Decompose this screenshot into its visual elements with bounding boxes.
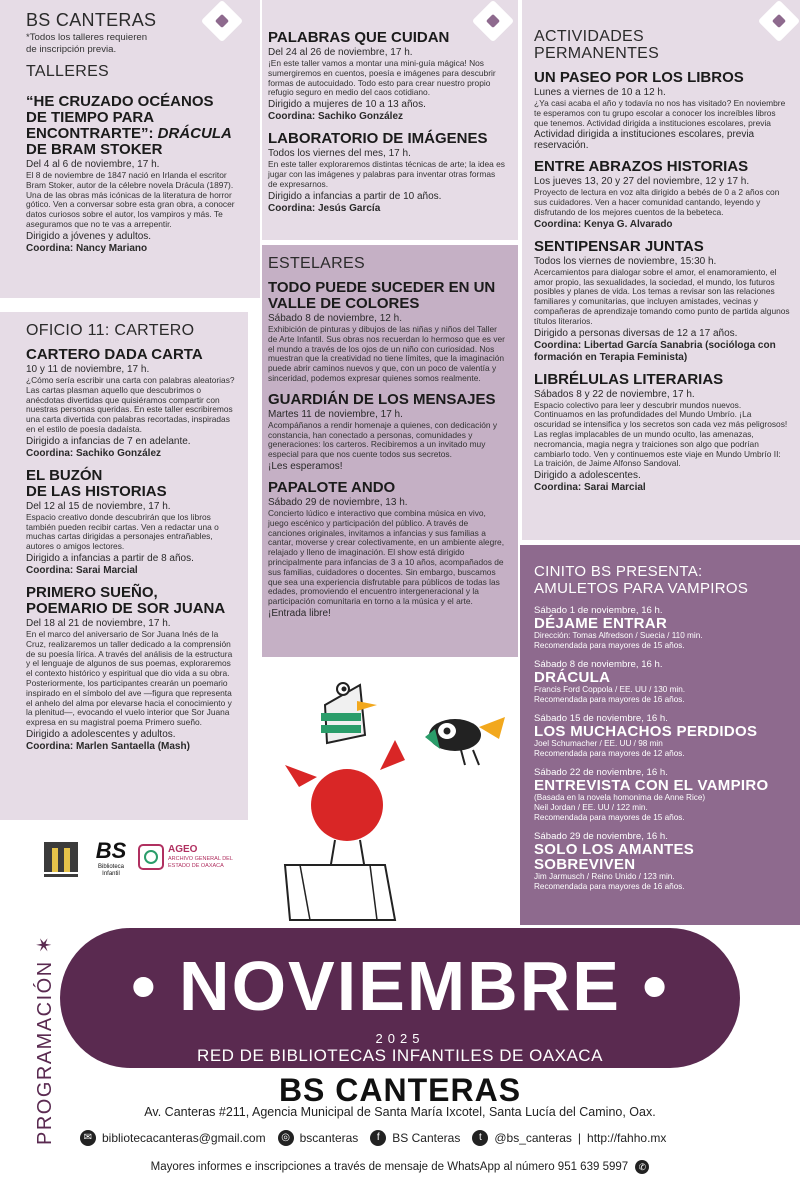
title-line: PRIMERO SUEÑO,	[26, 583, 158, 601]
workshop-audience: Dirigido a adolescentes y adultos.	[26, 728, 176, 740]
heading-line: ACTIVIDADES	[534, 28, 644, 45]
ageo-logo-subtext: ARCHIVO GENERAL DEL ESTADO DE OAXACA	[168, 856, 233, 869]
website-link[interactable]: http://fahho.mx	[587, 1131, 667, 1145]
library-address: Av. Canteras #211, Agencia Municipal de Santa María Ixcotel, Santa Lucía del Camino, Oax.	[144, 1105, 656, 1119]
movie-title: DÉJAME ENTRAR	[534, 615, 668, 632]
mid-column-top	[262, 0, 518, 240]
activity-desc: ¿Ya casi acaba el año y todavía no nos has visitado? En noviembre te esperamos con tu grupo escolar a conocer los increíbles libros que tenemos. Actividad dirigida a instituciones escolares, previa	[534, 98, 786, 128]
activity-date: Todos los viernes de noviembre, 15:30 h.	[534, 255, 717, 267]
activity-coordinator: Coordina: Kenya G. Alvarado	[534, 218, 673, 230]
movie-date: Sábado 22 de noviembre, 16 h.	[534, 767, 668, 778]
bs-logo-subtext: Biblioteca Infantil	[97, 864, 124, 877]
workshop-date: Del 24 al 26 de noviembre, 17 h.	[268, 47, 413, 58]
instagram-icon: ◎	[278, 1130, 294, 1146]
workshop-audience: Dirigido a infancias de 7 en adelante.	[26, 435, 191, 447]
workshop-desc: En este taller exploraremos distintas técnicas de arte; la idea es jugar con las imágenes y palabras para inventar otras formas de expresarnos.	[268, 159, 505, 189]
workshop-palabras	[268, 30, 506, 123]
movie-title: ENTREVISTA CON EL VAMPIRO	[534, 777, 769, 794]
activity-coordinator: Coordina: Libertad García Sanabria (socióloga con formación en Terapia Feminista)	[534, 339, 776, 363]
library-header: BS CANTERAS	[26, 10, 157, 30]
movie-credits: Dirección: Tomas Alfredson / Suecia / 110 min.	[534, 631, 703, 640]
library-name: BS CANTERAS	[278, 1072, 522, 1108]
facebook-icon: f	[370, 1130, 386, 1146]
workshop-audience: Dirigido a jóvenes y adultos.	[26, 230, 152, 242]
year: 2025	[375, 1031, 425, 1046]
event-note: ¡Les esperamos!	[268, 460, 343, 472]
permanentes-heading	[534, 28, 790, 62]
activity-sentipensar	[534, 239, 790, 364]
movie-credits: Joel Schumacher / EE. UU / 98 min	[534, 739, 663, 748]
month-banner	[60, 928, 740, 1068]
movie-rating: Recomendada para mayores de 16 años.	[534, 695, 685, 704]
movie-title: SOLO LOS AMANTES	[534, 841, 695, 858]
activity-coordinator: Coordina: Sarai Marcial	[534, 482, 646, 494]
workshop-date: Todos los viernes del mes, 17 h.	[268, 148, 411, 160]
event-desc: Acompáñanos a rendir homenaje a quienes, con dedicación y constancia, han conectado a personas, comunidades y generaciones: los carteros. Recibiremos a un invitado muy especial para que nos cuente todos sus secretos.	[268, 419, 498, 460]
twitter-icon: t	[472, 1130, 488, 1146]
workshop-date: Del 12 al 15 de noviembre, 17 h.	[26, 500, 171, 512]
cinito-heading	[534, 563, 790, 597]
activity-title: SENTIPENSAR JUNTAS	[534, 237, 704, 255]
activity-title: ENTRE ABRAZOS HISTORIAS	[534, 158, 749, 176]
workshop-audience: Dirigido a infancias a partir de 10 años.	[268, 190, 442, 202]
workshop-title: CARTERO DADA CARTA	[26, 346, 203, 363]
movie-date: Sábado 29 de noviembre, 16 h.	[534, 831, 668, 842]
activity-librelulas	[534, 372, 790, 495]
bs-logo	[90, 838, 132, 880]
heading-line: CINITO BS PRESENTA:	[534, 563, 703, 580]
workshop-date: Del 18 al 21 de noviembre, 17 h.	[26, 617, 171, 629]
workshop-audience: Dirigido a infancias a partir de 8 años.	[26, 552, 194, 564]
title-line: DE TIEMPO PARA	[26, 109, 155, 126]
movie-rating: Recomendada para mayores de 16 años.	[534, 882, 685, 891]
title-line: DE LAS HISTORIAS	[26, 482, 167, 500]
title-line: “HE CRUZADO OCÉANOS	[26, 93, 214, 110]
event-title	[268, 280, 508, 312]
event-papalote	[268, 480, 508, 619]
ageo-logo	[138, 842, 238, 882]
title-line	[26, 126, 248, 142]
workshop-buzon	[26, 468, 236, 577]
movie-credits: Francis Ford Coppola / EE. UU / 130 min.	[534, 685, 686, 694]
event-desc: Concierto lúdico e interactivo que combina música en vivo, juego escénico y participación del público. A través de canciones originales, invitamos a infancias y sus familias a cantar, moverse y crear colectivamente, en un ambiente alegre, relajado y lleno de imaginación. El show está dirigido principalmente para infancias de 3 a 10 años, acompañados de sus familias, cuidadores o docentes. Sin embargo, buscamos que sea una experiencia disfrutable para públicos de todas las edades, promoviendo el encuentro intergeneracional y la participación comunitaria en torno a la música y el arte.	[268, 507, 505, 607]
ageo-logo-text: AGEO	[168, 844, 198, 855]
event-date: Martes 11 de noviembre, 17 h.	[268, 408, 403, 420]
activity-audience: Actividad dirigida a instituciones escolares, previa reservación.	[534, 129, 755, 152]
fahho-logo	[40, 838, 82, 880]
contact-bar	[80, 1130, 760, 1146]
instagram-link[interactable]: bscanteras	[299, 1131, 359, 1145]
workshop-date: 10 y 11 de noviembre, 17 h.	[26, 364, 150, 375]
movie-date: Sábado 15 de noviembre, 16 h.	[534, 713, 668, 724]
whatsapp-text: Mayores informes e inscripciones a través de mensaje de WhatsApp al número 951 639 5997	[150, 1161, 629, 1173]
movie-item	[534, 605, 790, 651]
event-guardian	[268, 392, 508, 472]
event-desc: Exhibición de pinturas y dibujos de las niñas y niños del Taller de Arte Infantil. Sus obras nos recuerdan lo hermoso que es ver el mundo a través de los ojos de un niño con curiosidad. Nos muestran que la creatividad no tiene límites, que la imaginación puede abrir caminos nuevos y que, con un poco de valentía y sinceridad, podemos expresar quienes somos realmente.	[268, 324, 505, 383]
inscription-note: *Todos los talleres requieren	[26, 32, 148, 43]
event-date: Sábado 29 de noviembre, 13 h.	[268, 496, 408, 508]
title-line: VALLE DE COLORES	[268, 295, 420, 312]
workshop-sor-juana	[26, 585, 236, 753]
activity-audience: Dirigido a adolescentes.	[534, 470, 641, 482]
movie-credits: Jim Jarmusch / Reino Unido / 123 min.	[534, 872, 675, 881]
workshop-coordinator: Coordina: Jesús García	[268, 202, 381, 214]
title-line: EL BUZÓN	[26, 466, 103, 484]
movie-title: LOS MUCHACHOS PERDIDOS	[534, 723, 758, 740]
movie-date: Sábado 1 de noviembre, 16 h.	[534, 605, 663, 616]
workshop-date: Del 4 al 6 de noviembre, 17 h.	[26, 159, 160, 170]
workshop-desc: En el marco del aniversario de Sor Juana Inés de la Cruz, realizaremos un taller dedicado a la comprensión de su poesía lírica. A través del análisis de la estructura y el lenguaje de algunos de sus poemas, exploraremos el contexto histórico y espiritual que dio vida a su obra. Posteriormente, los participantes crearán un poemario inspirado en el símbolo del ave —figura que representa el anhelo del alma por elevarse hacia el conocimiento y la plenitud—, evocando el vuelo interior que Sor Juana expresa en su magistral poema Primero sueño.	[26, 628, 233, 728]
oficio-heading: OFICIO 11: CARTERO	[26, 322, 195, 339]
whatsapp-icon: ✆	[635, 1160, 649, 1174]
activity-desc: Proyecto de lectura en voz alta dirigido a bebés de 0 a 2 años con sus cuidadores. Ven a hacer comunidad cantando, leyendo y disfrutando de los mejores cuentos de la bebeteca.	[534, 187, 780, 217]
workshop-coordinator: Coordina: Sachiko González	[26, 447, 162, 459]
month-title: • NOVIEMBRE •	[131, 947, 669, 1025]
workshop-coordinator: Coordina: Sachiko González	[268, 111, 404, 123]
title-part: ENCONTRARTE”:	[26, 125, 158, 142]
movie-title-line-2: SOBREVIVEN	[534, 856, 636, 873]
inscription-note-2: de inscripción previa.	[26, 44, 117, 55]
title-line: POEMARIO DE SOR JUANA	[26, 599, 226, 617]
movie-credits: Neil Jordan / EE. UU / 122 min.	[534, 803, 648, 812]
estelares-heading: ESTELARES	[268, 255, 365, 272]
left-column-top	[0, 0, 260, 298]
twitter-link[interactable]: @bs_canteras	[494, 1131, 572, 1145]
activity-audience: Dirigido a personas diversas de 12 a 17 años.	[534, 327, 738, 339]
activity-paseo	[534, 70, 790, 151]
activity-date: Sábados 8 y 22 de noviembre, 17 h.	[534, 388, 695, 400]
workshop-cartero	[26, 347, 236, 460]
workshop-desc: ¡En este taller vamos a montar una mini-guía mágica! Nos sumergiremos en cuentos, poesía e imágenes para descubrir formas de autocuidado. Todo esto para crear nuestro propio refugio seguro en medio del caos cotidiano.	[268, 58, 496, 98]
bs-logo-text: BS	[95, 838, 127, 863]
movie-item	[534, 831, 790, 892]
workshop-title: LABORATORIO DE IMÁGENES	[268, 130, 488, 148]
activity-title: UN PASEO POR LOS LIBROS	[534, 69, 744, 86]
right-column-top	[522, 0, 800, 540]
whatsapp-info	[0, 1160, 800, 1174]
movie-item	[534, 713, 790, 759]
event-valle	[268, 280, 508, 384]
workshop-laboratorio	[268, 131, 506, 214]
heading-line: PERMANENTES	[534, 45, 660, 62]
workshop-audience: Dirigido a mujeres de 10 a 13 años.	[268, 99, 426, 111]
title-line: TODO PUEDE SUCEDER EN UN	[268, 279, 496, 296]
bird-illustration	[265, 665, 515, 925]
activity-date: Los jueves 13, 20 y 27 del noviembre, 12 y 17 h.	[534, 176, 750, 188]
event-note: ¡Entrada libre!	[268, 607, 331, 619]
movie-note: (Basada en la novela homonima de Anne Rice)	[534, 793, 706, 802]
movie-item	[534, 767, 790, 823]
cinito-section	[520, 545, 800, 925]
movie-date: Sábado 8 de noviembre, 16 h.	[534, 659, 663, 670]
movie-title: DRÁCULA	[534, 669, 611, 686]
workshop-desc: El 8 de noviembre de 1847 nació en Irlanda el escritor Bram Stoker, autor de la célebre novela Drácula (1897). Una de las obras más icónicas de la literatura de horror gótico. Ven a conversar sobre esta gran obra, a conocer datos curiosos sobre el autor, los vampiros y más. Te aseguramos que no te vas a arrepentir.	[26, 170, 235, 229]
event-title: PAPALOTE ANDO	[268, 478, 396, 496]
left-column-bottom	[0, 312, 248, 820]
movie-rating: Recomendada para mayores de 12 años.	[534, 749, 685, 758]
activity-abrazos	[534, 159, 790, 230]
workshop-title	[26, 585, 236, 617]
activity-title: LIBRÉLULAS LITERARIAS	[534, 370, 724, 388]
title-part-italic: DRÁCULA	[157, 125, 232, 142]
email-icon: ✉	[80, 1130, 96, 1146]
talleres-heading: TALLERES	[26, 63, 110, 80]
workshop-coordinator: Coordina: Sarai Marcial	[26, 564, 138, 576]
workshop-desc: Espacio creativo donde descubrirán que los libros también pueden recibir cartas. Ven a redactar una o muchas cartas dirigidas a personajes entrañables, autores o amigos lectores.	[26, 511, 219, 552]
activity-desc: Acercamientos para dialogar sobre el amor, el enamoramiento, el amor propio, las sexualidades, la sociedad, el mundo, los futuros posibles y planes de vida. Los temas a revisar son las relaciones familiares y comunitarias, que incluyen amistades, vecinas y compañeras de aprendizaje tomando como punto de partida algunos títulos literarios.	[534, 266, 790, 326]
workshop-title: PALABRAS QUE CUIDAN	[268, 29, 450, 46]
title-line: DE BRAM STOKER	[26, 141, 163, 158]
movie-rating: Recomendada para mayores de 15 años.	[534, 813, 685, 822]
workshop-title	[26, 94, 248, 158]
workshop-dracula	[26, 94, 248, 255]
facebook-link[interactable]: BS Canteras	[392, 1131, 461, 1145]
workshop-coordinator: Coordina: Marlen Santaella (Mash)	[26, 740, 190, 752]
mid-column-estelares	[262, 245, 518, 657]
activity-date: Lunes a viernes de 10 a 12 h.	[534, 87, 666, 98]
movie-rating: Recomendada para mayores de 15 años.	[534, 641, 685, 650]
workshop-desc: ¿Cómo sería escribir una carta con palabras aleatorias? Las cartas plasman aquello que descubrimos o anécdotas divertidas que quisiéramos compartir con nuestras personas queridas. En este taller escribiremos una carta divertida con palabras recortadas, inspiradas en el estilo de poesía dadaísta.	[26, 375, 235, 434]
email-link[interactable]: bibliotecacanteras@gmail.com	[102, 1131, 266, 1145]
event-date: Sábado 8 de noviembre, 12 h.	[268, 313, 402, 324]
workshop-coordinator: Coordina: Nancy Mariano	[26, 242, 148, 254]
movie-item	[534, 659, 790, 705]
heading-line: AMULETOS PARA VAMPIROS	[534, 580, 749, 597]
network-name: RED DE BIBLIOTECAS INFANTILES DE OAXACA	[197, 1046, 603, 1065]
programacion-vertical: PROGRAMACIÓN ✶	[34, 935, 56, 1145]
event-title: GUARDIÁN DE LOS MENSAJES	[268, 390, 496, 408]
workshop-title	[26, 468, 236, 500]
separator: |	[577, 1131, 582, 1145]
activity-desc: Espacio colectivo para leer y descubrir mundos nuevos. Continuamos en las profundidades del Mundo Umbrío. ¡La oscuridad se intensifica y los secretos son cada vez más peligrosos! Las reglas implacables de un mundo oculto, las amenazas, necromancia, magia negra y traiciones son algo que podrían cambiarlo todo. Ven y continuemos este viaje en Mundo Umbrío II: La traición, de Jaime Alfonso Sandoval.	[534, 399, 788, 469]
